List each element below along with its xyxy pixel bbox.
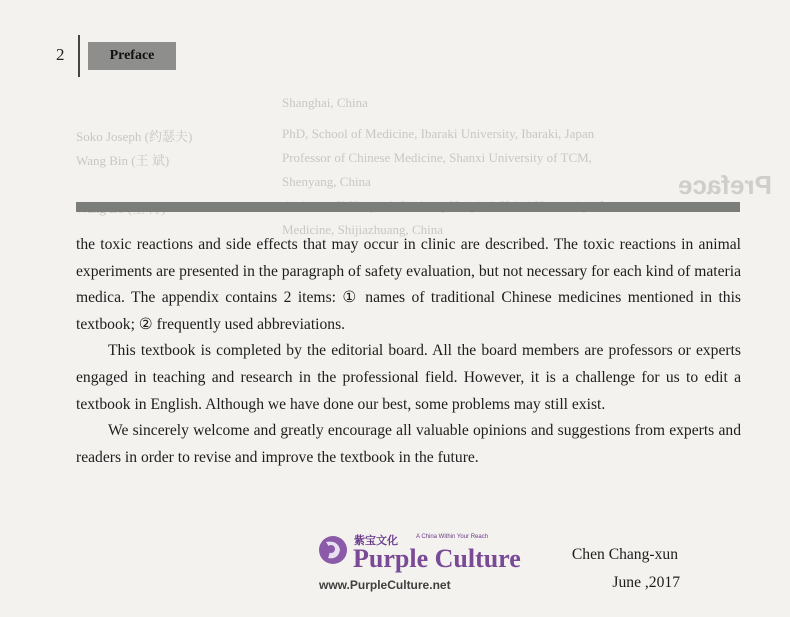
show-through-line: Wang Bin (王 斌) bbox=[76, 153, 170, 168]
page-number: 2 bbox=[56, 45, 65, 64]
show-through-line: Professor of Chinese Medicine, Shanxi University of TCM, bbox=[282, 150, 592, 165]
show-through-line: Shanghai, China bbox=[282, 95, 368, 110]
signature-name: Chen Chang-xun bbox=[571, 546, 678, 563]
show-through-line: Soko Joseph (约瑟夫) bbox=[76, 129, 193, 144]
watermark-brand: Purple Culture bbox=[353, 544, 521, 573]
header-divider bbox=[78, 35, 80, 77]
purple-culture-logo-icon bbox=[316, 534, 350, 574]
watermark-tagline: A China Within Your Reach bbox=[416, 534, 489, 540]
section-label: Preface bbox=[109, 48, 155, 63]
paragraph: We sincerely welcome and greatly encourage all valuable opinions and suggestions from experts and readers in order to revise and improve the textbook in the future. bbox=[76, 422, 741, 466]
show-through-line: Medicine, Shijiazhuang, China bbox=[282, 222, 444, 237]
paragraph: the toxic reactions and side effects that may occur in clinic are described. The toxic reactions in animal experiments are presented in the paragraph of safety evaluation, but not necessary for each kind of materia medica. The appendix contains 2 items: ① names of traditional Chinese medicines mentioned in this textbook; ② frequently used abbreviations. bbox=[76, 236, 741, 333]
show-through-line: PhD, School of Medicine, Ibaraki University, Ibaraki, Japan bbox=[282, 126, 595, 141]
show-through-line: Shenyang, China bbox=[282, 174, 371, 189]
preface-body bbox=[76, 232, 741, 471]
watermark-chinese: 紫宝文化 bbox=[354, 534, 398, 547]
signature-date: June ,2017 bbox=[612, 574, 680, 591]
section-divider-bar bbox=[76, 202, 740, 212]
section-header-tab bbox=[88, 42, 176, 70]
paragraph: This textbook is completed by the editorial board. All the board members are professors or experts engaged in teaching and research in the professional field. However, it is a challenge for us to edit a textbook in English. Although we have done our best, some problems may still exist. bbox=[76, 342, 741, 413]
watermark bbox=[316, 528, 526, 600]
watermark-url: www.PurpleCulture.net bbox=[319, 578, 451, 592]
show-through-title: Preface bbox=[678, 170, 772, 200]
